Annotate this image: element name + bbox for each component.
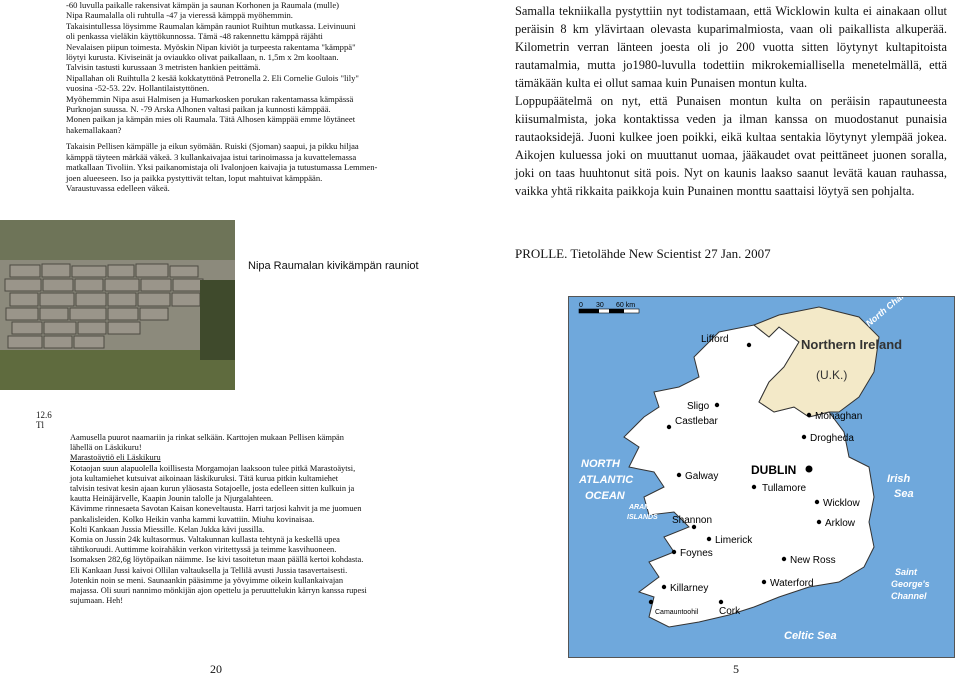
city-label: Drogheda bbox=[810, 433, 854, 444]
city-marker bbox=[677, 473, 681, 477]
diary-top-text bbox=[66, 0, 406, 193]
diary-line: Kävimme rinnesaeta Savotan Kaisan koneveltausta. Harri tarjosi kahvit ja me juomuen bbox=[70, 504, 362, 514]
source-credit: PROLLE. Tietolähde New Scientist 27 Jan. 2007 bbox=[515, 246, 771, 261]
city-marker bbox=[752, 485, 756, 489]
diary-line: sujumaan. Heh! bbox=[70, 596, 124, 606]
city-marker bbox=[707, 537, 711, 541]
city-label: Waterford bbox=[770, 578, 814, 589]
diary-line: Kotaojan suun alapuolella koillisesta Morgamojan laaksoon tulee pitkä Marastoäytsi, bbox=[70, 463, 356, 473]
diary-line: kämppä täyteen märkää väkeä. 3 kullankaivajaa istui tarinoimassa ja kuvattelemassa bbox=[66, 151, 357, 162]
diary-line: Kolti Kankaan Jussia Miessille. Kelan Jukka kävi jussilla. bbox=[70, 524, 265, 534]
region-label: (U.K.) bbox=[816, 368, 848, 382]
city-marker bbox=[672, 550, 676, 554]
ireland-map bbox=[568, 296, 955, 658]
diary-line: hakemallakaan? bbox=[66, 124, 122, 135]
clip-date: 12.6 bbox=[36, 410, 52, 420]
diary-line: joen alueeseen. Iso ja paikka pystyttivät teltan, loput mahtuivat kämppään. bbox=[66, 172, 323, 183]
diary-line: Takaisin Pellisen kämpälle ja eikun syömään. Ruiski (Sjoman) saapui, ja pikku hiljaa bbox=[66, 141, 359, 152]
city-marker bbox=[719, 600, 723, 604]
diary-line: oli penkassa vieläkin käyttökunnossa. Tämä -48 rakennettu kämppä räjähti bbox=[66, 31, 323, 42]
scale-label: 60 km bbox=[616, 302, 636, 309]
sea-label: ATLANTIC bbox=[579, 474, 634, 486]
diary-line: majassa. Oli suuri nannimo mönkijän ajon opettelu ja peruuttelukin kärryn kanssa rupesi bbox=[70, 586, 367, 596]
city-label: Cork bbox=[719, 606, 741, 617]
sea-label: NORTH bbox=[581, 458, 620, 470]
city-marker bbox=[807, 413, 811, 417]
city-marker bbox=[649, 600, 653, 604]
diary-line: Monen paikan ja kämpän mies oli Raumala. Tätä Alhosen kämppää emme löytäneet bbox=[66, 114, 356, 125]
page-number-left: 20 bbox=[210, 662, 222, 676]
city-label: Sligo bbox=[687, 401, 710, 412]
page-number-right: 5 bbox=[733, 662, 739, 676]
city-label: Limerick bbox=[715, 535, 753, 546]
diary-line: Varaustuvassa edelleen väkeä. bbox=[66, 182, 170, 193]
diary-line: vuosina -52-53. 22v. Hollantilaistyttönen. bbox=[66, 83, 210, 94]
diary-line: Nevalaisen piipun toimesta. Myöskin Nipan kiviöt ja turpeesta rakentama "kämppä" bbox=[66, 41, 356, 52]
article-paragraph: Samalla tekniikalla pystyttiin nyt todistamaan, että Wicklowin kulta ei ainakaan ollut peräisin 8 km ylävirtaan olevasta kuparimalmiosta, vaan oli paikallista alkuperää. Kilometrin verran länteen joesta oli jo 200 vuotta sitten löytynyt kultapitoista rautamalmia, mutta jo1980-luvulla todettiin mikrokemiallisella menetelmällä, että tämäkään kulta ei ollut samaa kuin Punaisen montun kulta. bbox=[515, 4, 947, 90]
clip-day: Tl bbox=[36, 420, 44, 430]
city-marker bbox=[806, 466, 813, 473]
region-label: Northern Ireland bbox=[801, 337, 903, 352]
city-label: Shannon bbox=[672, 515, 713, 526]
sea-label: ISLANDS bbox=[627, 514, 658, 521]
sea-label: Sea bbox=[894, 488, 914, 500]
city-label: Foynes bbox=[680, 548, 713, 559]
diary-line: Jotenkin noin se meni. Saunaankin pääsimme ja yövyimme oikein kullankaivajan bbox=[70, 575, 344, 585]
city-marker bbox=[747, 343, 751, 347]
city-marker bbox=[715, 403, 719, 407]
diary-line: talvisin tesivat kesin ajaan kurun yläosasta Sotajoelle, josta edelleen sitten kulkuin ja bbox=[70, 484, 355, 494]
city-label: Arklow bbox=[825, 518, 856, 529]
diary-line: Komia on Jussin 24k kultasormus. Valtakunnan kullasta tehtynä ja keskellä upea bbox=[70, 535, 340, 545]
ruins-photo bbox=[0, 220, 235, 390]
article-paragraph: Loppupäätelmä on nyt, että Punaisen montun kulta on peräisin rapautuneesta kiisumalmista, joka kontaktissa veden ja ilman kanssa on muodostanut punaisia rautaoksidejä. Juoni kulkee joen poikki, eikä kultaa sentakia löytynyt ylempää jokea. Aikojen kuluessa joki on muuttanut uomaa, jääkaudet ovat peittäneet juonen soralla, joki on taas huuhtonut sitä pois. Nyt on kaunis laakso saanut levätä kauan rauhassa, vaikka yhtä rikkaita paikkoja kuin Punainen monttu saattaisi löytyä sen pohjalta. bbox=[515, 94, 947, 198]
diary-line: tähtikoruudi. Auttimme koirahäkin verkon viritettyssä ja teimme kasvihuoneen. bbox=[70, 545, 337, 555]
city-label: New Ross bbox=[790, 555, 836, 566]
city-marker bbox=[817, 520, 821, 524]
city-marker bbox=[815, 500, 819, 504]
city-label: Killarney bbox=[670, 583, 709, 594]
diary-line: pankalisleiden. Kolko Heikin vanha kammi kuvattiin. Miuhu kovinaisaa. bbox=[70, 514, 315, 524]
diary-line: kautta Heinäjärvelle, Kaapin Jounin talolle ja Njurgalahteen. bbox=[70, 494, 274, 504]
clip-number bbox=[36, 410, 52, 430]
diary-line: -60 luvulla paikalle rakensivat kämpän ja saunan Korhonen ja Raumala (mulle) bbox=[66, 0, 339, 10]
diary-subheading: Marastoäytiö eli Läskikuru bbox=[70, 453, 161, 463]
diary-line: Nipa Raumalalla oli ruhtulla -47 ja vieressä kämppä myöhemmin. bbox=[66, 10, 293, 21]
scale-label: 0 bbox=[579, 302, 583, 309]
city-marker bbox=[782, 557, 786, 561]
city-label: Lifford bbox=[701, 334, 729, 345]
city-label: Castlebar bbox=[675, 416, 718, 427]
sea-label: ARAN bbox=[629, 504, 650, 511]
diary-line: Nipallahan oli Ruihtulla 2 kesää kokkatyttönä Petronella 2. Eli Cornelie Gulois "lily" bbox=[66, 72, 359, 83]
article-text bbox=[515, 2, 947, 200]
sea-label: Irish bbox=[887, 473, 911, 485]
city-marker bbox=[802, 435, 806, 439]
city-marker bbox=[667, 425, 671, 429]
diary-line: jota kultamiehet kutsuivat aikoinaan läskikuruksi. Tätä kurua pitkin kultamiehet bbox=[70, 473, 339, 483]
city-label: Galway bbox=[685, 471, 719, 482]
sea-label: George's bbox=[891, 579, 930, 589]
city-label: DUBLIN bbox=[751, 463, 797, 477]
sea-label: Celtic Sea bbox=[784, 630, 837, 642]
city-label: Camauntoohil bbox=[655, 609, 699, 616]
diary-bottom-text bbox=[70, 433, 395, 606]
city-label: Wicklow bbox=[823, 498, 860, 509]
diary-line: matkallaan Tivoliin. Yksi paikanomistaja oli Ivalonjoen kaivajia ja tutustumassa Lemmen- bbox=[66, 162, 378, 173]
sea-label: Saint bbox=[895, 567, 918, 577]
sea-label: Channel bbox=[891, 591, 927, 601]
diary-bottom-line: Aamusella puurot naamariin ja rinkat selkään. Karttojen mukaan Pellisen kämpän bbox=[70, 433, 344, 442]
diary-line: löytyi kurusta. Kiviseinät ja oviaukko olivat paikallaan, n. 1,5m x 2m kooltaan. bbox=[66, 52, 339, 63]
city-marker bbox=[762, 580, 766, 584]
city-marker bbox=[662, 585, 666, 589]
scale-label: 30 bbox=[596, 302, 604, 309]
diary-line: Takaisintullessa löysimme Raumalan kämpän rauniot Ruihtun mutkassa. Leivinuuni bbox=[66, 20, 356, 31]
sea-label: OCEAN bbox=[585, 490, 625, 502]
city-label: Tullamore bbox=[762, 483, 807, 494]
diary-line: Talvisin tastusti kurussaan 3 metristen hankien peittämä. bbox=[66, 62, 261, 73]
photo-caption: Nipa Raumalan kivikämpän rauniot bbox=[248, 260, 419, 272]
diary-line: Isomaksen 282,6g löytöpaikan näimme. Ise kivi tasoitetun maan päällä kertoi kohdasta. bbox=[70, 555, 364, 565]
diary-bottom-line: lähellä on Läskikuru! bbox=[70, 443, 142, 453]
diary-line: Myöhemmin Nipa asui Halmisen ja Humarkosken porukan rakentamassa kämpässä bbox=[66, 93, 354, 104]
diary-line: Purknojan suussa. N. -79 Arska Alhonen valtasi paikan ja kunnosti kämppää. bbox=[66, 104, 331, 115]
city-label: Monaghan bbox=[815, 411, 863, 422]
diary-line: Eli Kankaan Jussi kaivoi Ollilan valtauksella ja Tellilä avusti Jussia tasavertaisesti. bbox=[70, 565, 348, 575]
